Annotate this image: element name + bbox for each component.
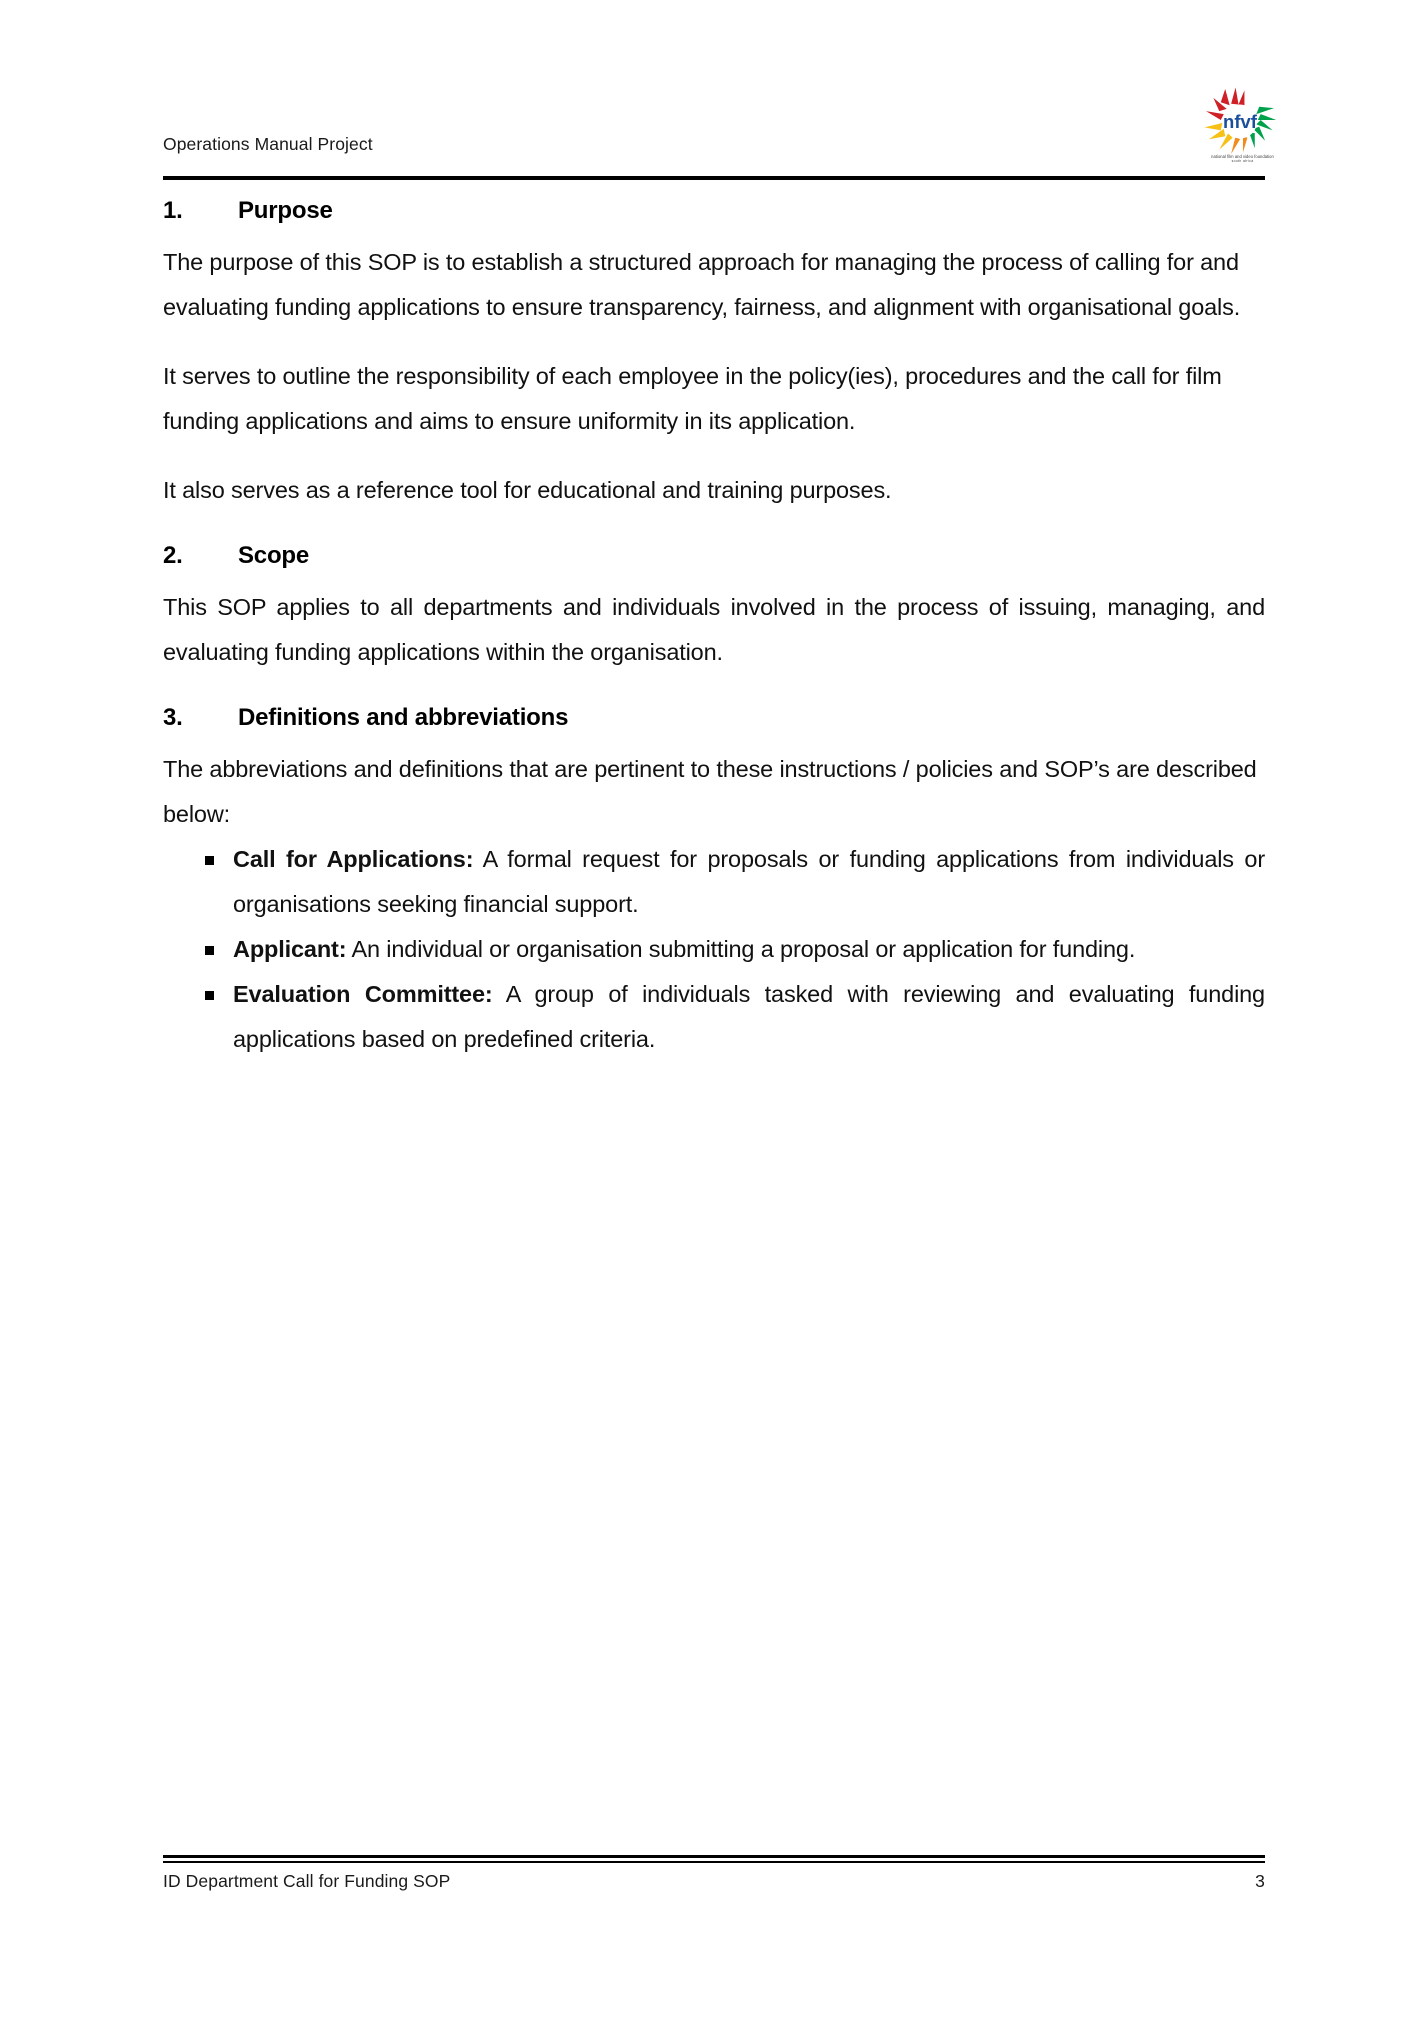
footer-divider-rule-top	[163, 1855, 1265, 1858]
footer-document-title: ID Department Call for Funding SOP	[163, 1871, 451, 1891]
list-item	[163, 837, 1265, 927]
document-body	[163, 196, 1265, 1062]
list-item	[163, 927, 1265, 972]
definition-term: Evaluation Committee:	[233, 981, 493, 1007]
section-title: Purpose	[238, 197, 333, 224]
logo-tagline-line1: national film and video foundation	[1211, 154, 1274, 159]
definition-term: Call for Applications:	[233, 846, 474, 872]
section-heading-definitions	[163, 703, 1265, 733]
paragraph: It also serves as a reference tool for educational and training purposes.	[163, 477, 892, 503]
section-title: Scope	[238, 542, 310, 569]
list-item	[163, 972, 1265, 1062]
header-title: Operations Manual Project	[163, 134, 373, 154]
nfvf-starburst-logo	[1203, 86, 1277, 154]
svg-text:nfvf: nfvf	[1223, 111, 1257, 133]
section-number: 1.	[163, 197, 183, 224]
definition-text: An individual or organisation submitting a proposal or application for funding.	[346, 936, 1136, 962]
definition-term: Applicant:	[233, 936, 347, 962]
section-heading-purpose	[163, 196, 1265, 226]
section-number: 3.	[163, 704, 183, 731]
section-number: 2.	[163, 542, 183, 569]
page-footer	[163, 1869, 1265, 1893]
definition-text: A group of individuals tasked with reviewing and evaluating funding applications based on predefined criteria.	[233, 981, 1265, 1052]
header-divider-rule	[163, 176, 1265, 180]
definition-text: A formal request for proposals or funding applications from individuals or organisations seeking financial support.	[233, 846, 1265, 917]
logo-tagline-line2: south africa	[1231, 159, 1254, 164]
paragraph: The abbreviations and definitions that are pertinent to these instructions / policies and SOP’s are described below:	[163, 756, 1257, 827]
logo-tagline	[1195, 154, 1290, 165]
paragraph: The purpose of this SOP is to establish a structured approach for managing the process of calling for and evaluating funding applications to ensure transparency, fairness, and alignment with organisational goals.	[163, 249, 1241, 320]
section-heading-scope	[163, 541, 1265, 571]
page-header	[163, 96, 1265, 158]
organisation-logo	[1195, 86, 1290, 174]
definitions-list	[163, 837, 1265, 1062]
paragraph: This SOP applies to all departments and individuals involved in the process of issuing, managing, and evaluating funding applications within the organisation.	[163, 594, 1265, 665]
footer-page-number: 3	[1255, 1871, 1265, 1891]
square-bullet-icon	[205, 946, 214, 955]
square-bullet-icon	[205, 991, 214, 1000]
footer-divider-rule-bottom	[163, 1861, 1265, 1863]
section-title: Definitions and abbreviations	[238, 704, 569, 731]
square-bullet-icon	[205, 856, 214, 865]
paragraph: It serves to outline the responsibility of each employee in the policy(ies), procedures and the call for film funding applications and aims to ensure uniformity in its application.	[163, 363, 1222, 434]
